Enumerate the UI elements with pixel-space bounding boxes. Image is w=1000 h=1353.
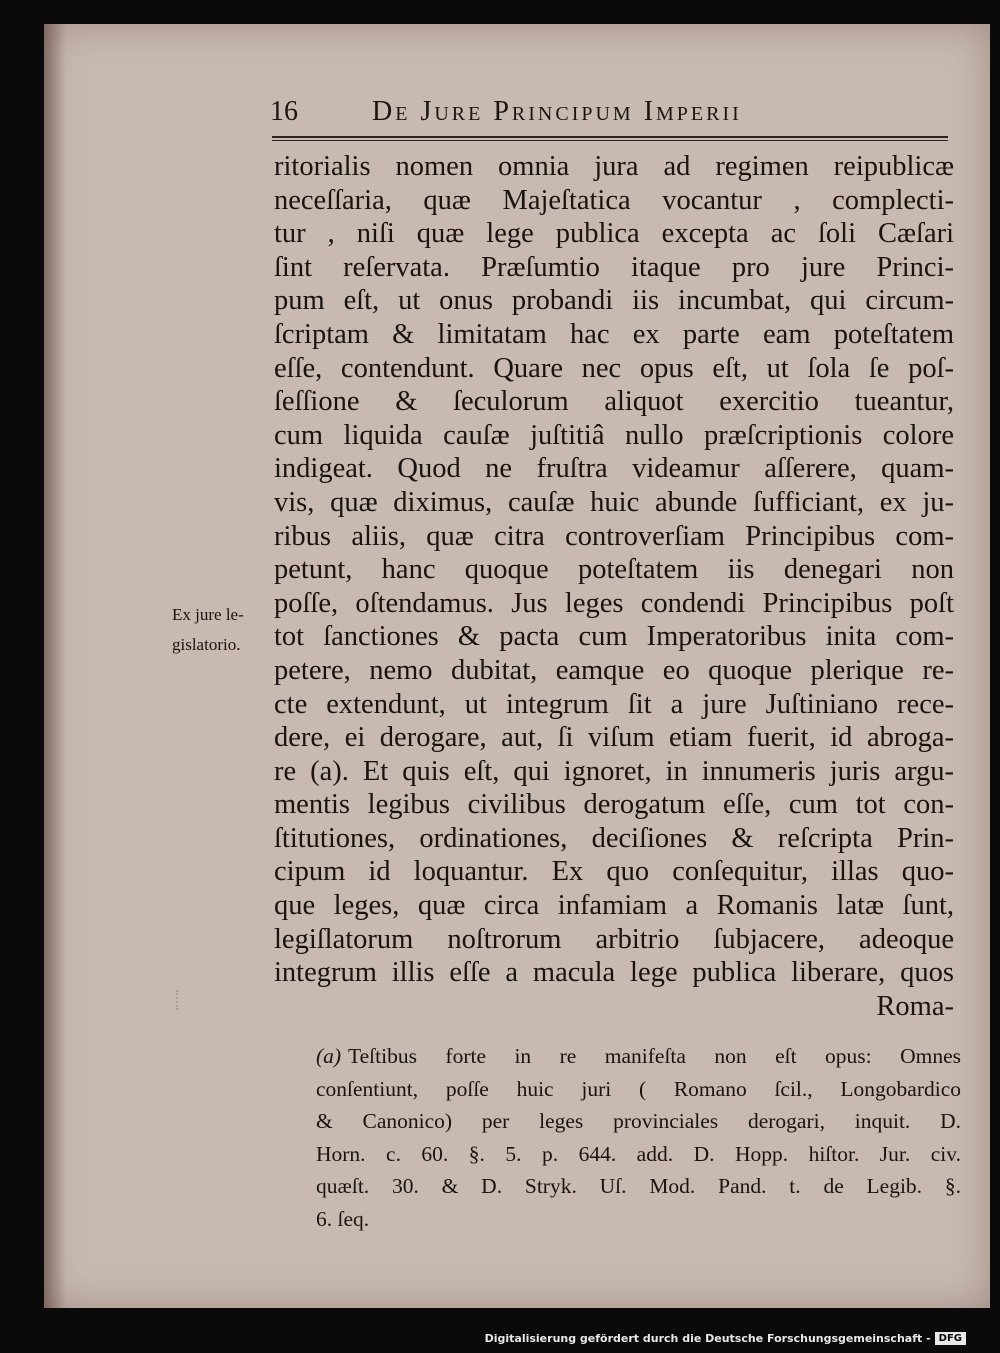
- text-line: neceſſaria, quæ Majeſtatica vocantur , complecti-: [274, 184, 954, 216]
- footnote-line: conſentiunt, poſſe huic juri ( Romano ſcil., Longobardico: [316, 1076, 961, 1101]
- text-line: ſtitutiones, ordinationes, deciſiones & reſcripta Prin-: [274, 822, 954, 854]
- page-header: [270, 96, 950, 136]
- dfg-logo: DFG: [935, 1332, 966, 1345]
- page-gutter-shadow: [44, 24, 66, 1308]
- text-line: tot ſanctiones & pacta cum Imperatoribus inita com-: [274, 621, 954, 653]
- text-line: legiſlatorum noſtrorum arbitrio ſubjacere, adeoque: [274, 923, 954, 955]
- footnote-line: & Canonico) per leges provinciales derogari, inquit. D.: [316, 1109, 961, 1133]
- header-rule: [272, 136, 948, 141]
- digitization-credit: [485, 1332, 966, 1345]
- footnote-marker: (a): [316, 1044, 342, 1068]
- text-line: petere, nemo dubitat, eamque eo quoque plerique re-: [274, 654, 954, 686]
- text-line: pum eſt, ut onus probandi iis incumbat, qui circum-: [274, 285, 954, 317]
- text-line: integrum illis eſſe a macula lege publica liberare, quos: [274, 957, 954, 989]
- text-line: cte extendunt, ut integrum ſit a jure Juſtiniano rece-: [274, 688, 954, 720]
- text-line: ribus aliis, quæ citra controverſiam Principibus com-: [274, 520, 954, 552]
- credit-text: Digitalisierung gefördert durch die Deutsche Forschungsgemeinschaft -: [484, 1332, 931, 1345]
- text-line: cipum id loquantur. Ex quo conſequitur, illas quo-: [274, 856, 954, 888]
- text-line: ſint reſervata. Præſumtio itaque pro jure Princi-: [274, 251, 954, 283]
- ink-mark: [176, 990, 192, 1010]
- footnote: [316, 1040, 961, 1235]
- text-line: ſcriptam & limitatam hac ex parte eam poteſtatem: [274, 318, 954, 350]
- text-line: petunt, hanc quoque poteſtatem iis denegari non: [274, 554, 954, 586]
- text-line: dere, ei derogare, aut, ſi viſum etiam fuerit, id abroga-: [274, 722, 954, 754]
- text-line: que leges, quæ circa infamiam a Romanis latæ ſunt,: [274, 890, 954, 922]
- text-line: mentis legibus civilibus derogatum eſſe, cum tot con-: [274, 789, 954, 821]
- text-line: cum liquida cauſæ juſtitiâ nullo præſcriptionis colore: [274, 419, 954, 451]
- page-number: 16: [270, 96, 298, 127]
- text-line: ritorialis nomen omnia jura ad regimen reipublicæ: [274, 151, 954, 182]
- text-line: eſſe, contendunt. Quare nec opus eſt, ut ſola ſe poſ-: [274, 352, 954, 384]
- text-line: vis, quæ diximus, cauſæ huic abunde ſufficiant, ex ju-: [274, 486, 954, 518]
- margin-note: [172, 600, 282, 660]
- main-text: [274, 150, 954, 1023]
- margin-note-line: gislatorio.: [172, 635, 241, 654]
- footnote-lines: [316, 1040, 961, 1235]
- text-line: re (a). Et quis eſt, qui ignoret, in innumeris juris argu-: [274, 755, 954, 787]
- text-line: Roma-: [876, 990, 954, 1022]
- footnote-line: quæſt. 30. & D. Stryk. Uſ. Mod. Pand. t. de Legib. §.: [316, 1174, 961, 1198]
- margin-note-line: Ex jure le-: [172, 605, 244, 624]
- text-line: indigeat. Quod ne fruſtra videamur aſſerere, quam-: [274, 453, 954, 485]
- text-line: poſſe, oſtendamus. Jus leges condendi Principibus poſt: [274, 587, 954, 619]
- footnote-line: Horn. c. 60. §. 5. p. 644. add. D. Hopp. hiſtor. Jur. civ.: [316, 1141, 961, 1166]
- text-line: tur , niſi quæ lege publica excepta ac ſoli Cæſari: [274, 218, 954, 250]
- running-title: De Jure Principum Imperii: [372, 96, 742, 127]
- footnote-line: Teſtibus forte in re manifeſta non eſt opus: Omnes: [348, 1044, 961, 1068]
- text-line: ſeſſione & ſeculorum aliquot exercitio tueantur,: [274, 386, 954, 418]
- footnote-line: 6. ſeq.: [316, 1206, 370, 1231]
